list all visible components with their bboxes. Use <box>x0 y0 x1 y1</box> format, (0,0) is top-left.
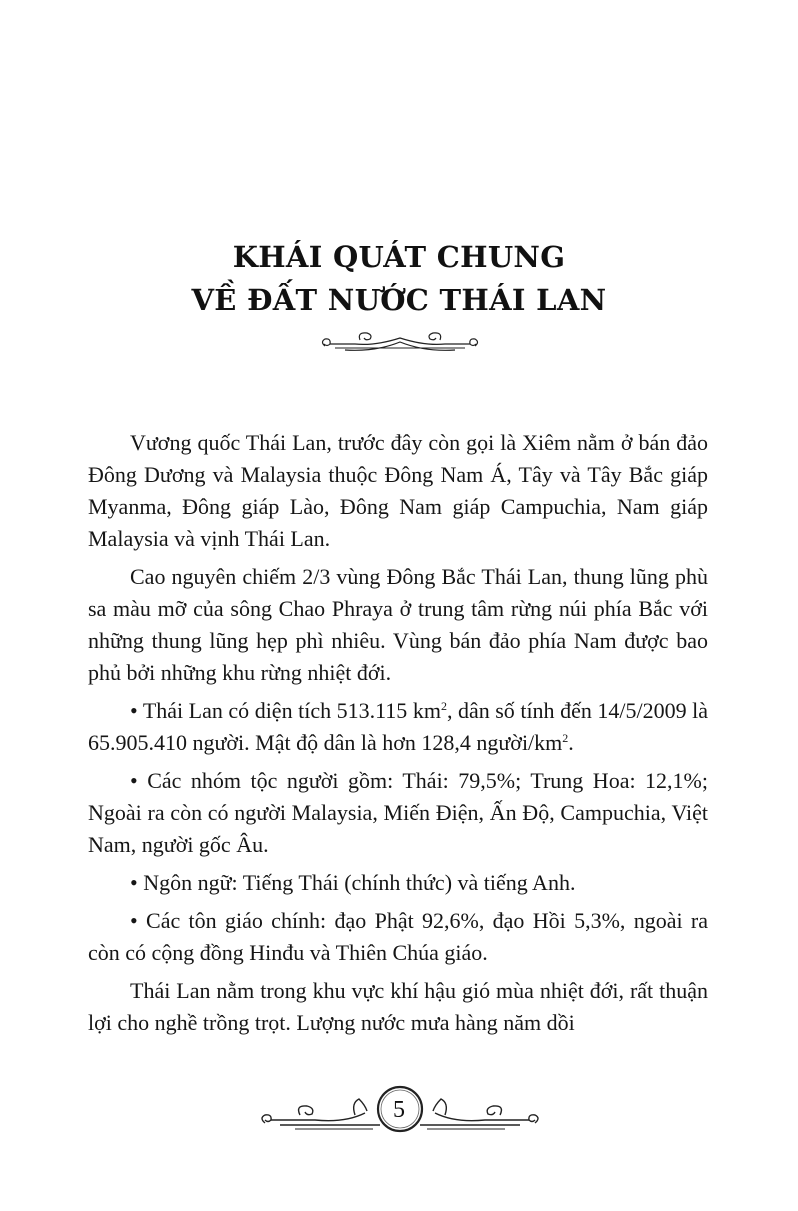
bullet-icon: • <box>130 908 138 933</box>
bullet-icon: • <box>130 698 138 723</box>
population-text: , dân số tính đến 14/5/2009 là 65.905.410 người. Mật độ dân là hơn 128,4 người/km <box>88 698 708 755</box>
paragraph-climate: Thái Lan nằm trong khu vực khí hậu gió mùa nhiệt đới, rất thuận lợi cho nghề trồng trọt. Lượng nước mưa hàng năm dồi <box>88 978 708 1035</box>
paragraph-religion <box>88 905 708 969</box>
language-text: Ngôn ngữ: Tiếng Thái (chính thức) và tiếng Anh. <box>143 870 576 895</box>
bullet-icon: • <box>130 768 138 793</box>
paragraph-area-population <box>88 695 708 759</box>
title-flourish-ornament <box>315 330 485 358</box>
period: . <box>568 730 574 755</box>
body-text <box>88 427 708 1039</box>
chapter-title-line-2: VỀ ĐẤT NƯỚC THÁI LAN <box>191 283 607 317</box>
paragraph-terrain: Cao nguyên chiếm 2/3 vùng Đông Bắc Thái Lan, thung lũng phù sa màu mỡ của sông Chao Phraya ở trung tâm rừng núi phía Bắc với những thung lũng hẹp phì nhiêu. Vùng bán đảo phía Nam được bao phủ bởi những khu rừng nhiệt đới. <box>88 564 708 685</box>
paragraph-location: Vương quốc Thái Lan, trước đây còn gọi là Xiêm nằm ở bán đảo Đông Dương và Malaysia thuộc Đông Nam Á, Tây và Tây Bắc giáp Myanma, Đông giáp Lào, Đông Nam giáp Campuchia, Nam giáp Malaysia và vịnh Thái Lan. <box>88 430 708 551</box>
superscript: 2 <box>562 731 569 745</box>
area-text: Thái Lan có diện tích 513.115 km <box>142 698 441 723</box>
bullet-icon: • <box>130 870 138 895</box>
paragraph-ethnic-groups <box>88 765 708 861</box>
paragraph-language <box>88 867 708 899</box>
page-number: 5 <box>393 1097 405 1123</box>
chapter-title-line-1: KHÁI QUÁT CHUNG <box>232 240 566 274</box>
superscript: 2 <box>440 699 447 713</box>
religion-text: Các tôn giáo chính: đạo Phật 92,6%, đạo Hồi 5,3%, ngoài ra còn có cộng đồng Hinđu và Thiên Chúa giáo. <box>88 908 708 965</box>
ethnic-groups-text: Các nhóm tộc người gồm: Thái: 79,5%; Trung Hoa: 12,1%; Ngoài ra còn có người Malaysia, Miến Điện, Ấn Độ, Campuchia, Việt Nam, người gốc Âu. <box>88 768 708 857</box>
